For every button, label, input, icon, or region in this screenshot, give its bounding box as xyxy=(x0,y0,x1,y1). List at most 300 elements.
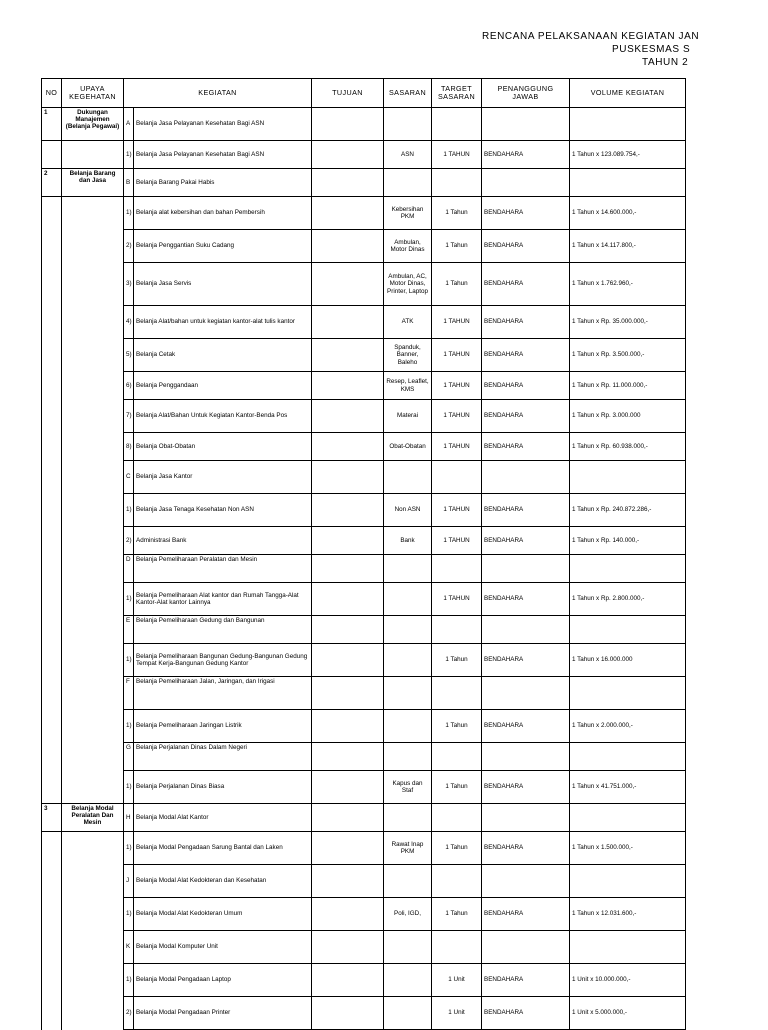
kegiatan-cell: Belanja Cetak xyxy=(134,339,312,372)
target-cell xyxy=(432,555,482,583)
document-year: TAHUN 2 xyxy=(642,57,689,68)
kegiatan-cell: Belanja Pemeliharaan Jaringan Listrik xyxy=(134,710,312,743)
penanggung-jawab-cell: BENDAHARA xyxy=(482,832,570,865)
upaya-cell xyxy=(62,743,124,771)
sasaran-cell xyxy=(384,616,432,644)
sasaran-cell xyxy=(384,583,432,616)
no-cell xyxy=(42,677,62,710)
target-cell: 1 Tahun xyxy=(432,644,482,677)
penanggung-jawab-cell xyxy=(482,804,570,832)
sasaran-cell: ASN xyxy=(384,141,432,169)
item-marker: 1) xyxy=(124,644,134,677)
penanggung-jawab-cell xyxy=(482,169,570,197)
table-row-subitem xyxy=(42,964,686,997)
tujuan-cell xyxy=(312,169,384,197)
kegiatan-cell: Belanja Modal Alat Kedokteran dan Kesehatan xyxy=(134,865,312,898)
volume-cell xyxy=(570,169,686,197)
penanggung-jawab-cell: BENDAHARA xyxy=(482,433,570,461)
target-cell xyxy=(432,108,482,141)
no-cell xyxy=(42,527,62,555)
penanggung-jawab-cell xyxy=(482,616,570,644)
table-row-group xyxy=(42,108,686,141)
target-cell: 1 TAHUN xyxy=(432,372,482,400)
tujuan-cell xyxy=(312,108,384,141)
tujuan-cell xyxy=(312,898,384,931)
no-cell xyxy=(42,306,62,339)
upaya-cell xyxy=(62,141,124,169)
item-marker: C xyxy=(124,461,134,494)
table-row-subitem xyxy=(42,372,686,400)
no-cell: 3 xyxy=(42,804,62,832)
sasaran-cell: Kapus dan Staf xyxy=(384,771,432,804)
upaya-cell xyxy=(62,527,124,555)
no-cell xyxy=(42,555,62,583)
upaya-cell xyxy=(62,494,124,527)
tujuan-cell xyxy=(312,230,384,263)
item-marker: 1) xyxy=(124,964,134,997)
no-cell xyxy=(42,931,62,964)
upaya-cell: Belanja Barang dan Jasa xyxy=(62,169,124,197)
tujuan-cell xyxy=(312,644,384,677)
volume-cell: 1 Tahun x Rp. 3.500.000,- xyxy=(570,339,686,372)
table-row-subitem xyxy=(42,644,686,677)
tujuan-cell xyxy=(312,771,384,804)
tujuan-cell xyxy=(312,677,384,710)
penanggung-jawab-cell: BENDAHARA xyxy=(482,771,570,804)
sasaran-cell: Ambulan, AC, Motor Dinas, Printer, Laptop xyxy=(384,263,432,306)
table-row-group xyxy=(42,555,686,583)
volume-cell xyxy=(570,865,686,898)
no-cell xyxy=(42,494,62,527)
no-cell xyxy=(42,644,62,677)
volume-cell xyxy=(570,931,686,964)
target-cell: 1 Tahun xyxy=(432,230,482,263)
volume-cell: 1 Tahun x 14.117.800,- xyxy=(570,230,686,263)
table-row-subitem xyxy=(42,197,686,230)
penanggung-jawab-cell: BENDAHARA xyxy=(482,583,570,616)
upaya-cell xyxy=(62,230,124,263)
upaya-cell xyxy=(62,339,124,372)
volume-cell: 1 Tahun x 14.600.000,- xyxy=(570,197,686,230)
table-row-subitem xyxy=(42,400,686,433)
kegiatan-cell: Belanja Jasa Pelayanan Kesehatan Bagi ASN xyxy=(134,141,312,169)
kegiatan-cell: Belanja Pemeliharaan Jalan, Jaringan, dan Irigasi xyxy=(134,677,312,710)
kegiatan-cell: Belanja Jasa Tenaga Kesehatan Non ASN xyxy=(134,494,312,527)
volume-cell xyxy=(570,461,686,494)
tujuan-cell xyxy=(312,527,384,555)
item-marker: B xyxy=(124,169,134,197)
upaya-cell xyxy=(62,832,124,865)
document-title: RENCANA PELAKSANAAN KEGIATAN JAN xyxy=(482,31,700,42)
col-header-no: NO xyxy=(42,79,62,108)
penanggung-jawab-cell xyxy=(482,461,570,494)
kegiatan-cell: Belanja Obat-Obatan xyxy=(134,433,312,461)
no-cell xyxy=(42,372,62,400)
table-row-subitem xyxy=(42,527,686,555)
table-row-group xyxy=(42,677,686,710)
upaya-cell xyxy=(62,433,124,461)
tujuan-cell xyxy=(312,372,384,400)
document-subtitle: PUSKESMAS S xyxy=(612,44,691,55)
item-marker: G xyxy=(124,743,134,771)
tujuan-cell xyxy=(312,743,384,771)
penanggung-jawab-cell xyxy=(482,677,570,710)
target-cell xyxy=(432,865,482,898)
table-row-subitem xyxy=(42,710,686,743)
penanggung-jawab-cell: BENDAHARA xyxy=(482,263,570,306)
volume-cell: 1 Tahun x Rp. 3.000.000 xyxy=(570,400,686,433)
penanggung-jawab-cell xyxy=(482,743,570,771)
no-cell xyxy=(42,771,62,804)
item-marker: 8) xyxy=(124,433,134,461)
col-header-volume: VOLUME KEGIATAN xyxy=(570,79,686,108)
sasaran-cell: ATK xyxy=(384,306,432,339)
no-cell: 2 xyxy=(42,169,62,197)
sasaran-cell xyxy=(384,108,432,141)
penanggung-jawab-cell: BENDAHARA xyxy=(482,997,570,1030)
upaya-cell xyxy=(62,931,124,964)
sasaran-cell xyxy=(384,997,432,1030)
no-cell xyxy=(42,616,62,644)
item-marker: 7) xyxy=(124,400,134,433)
upaya-cell xyxy=(62,964,124,997)
penanggung-jawab-cell xyxy=(482,865,570,898)
target-cell: 1 TAHUN xyxy=(432,583,482,616)
kegiatan-cell: Belanja Perjalanan Dinas Biasa xyxy=(134,771,312,804)
table-row-subitem xyxy=(42,832,686,865)
no-cell xyxy=(42,583,62,616)
penanggung-jawab-cell: BENDAHARA xyxy=(482,339,570,372)
upaya-cell xyxy=(62,710,124,743)
kegiatan-cell: Belanja Jasa Kantor xyxy=(134,461,312,494)
upaya-cell xyxy=(62,372,124,400)
upaya-cell xyxy=(62,461,124,494)
table-row-subitem xyxy=(42,898,686,931)
sasaran-cell xyxy=(384,644,432,677)
upaya-cell xyxy=(62,644,124,677)
target-cell: 1 TAHUN xyxy=(432,306,482,339)
tujuan-cell xyxy=(312,197,384,230)
no-cell xyxy=(42,964,62,997)
target-cell xyxy=(432,804,482,832)
volume-cell: 1 Tahun x 16.000.000 xyxy=(570,644,686,677)
volume-cell xyxy=(570,616,686,644)
item-marker: H xyxy=(124,804,134,832)
upaya-cell xyxy=(62,677,124,710)
volume-cell: 1 Tahun x 1.762.960,- xyxy=(570,263,686,306)
sasaran-cell: Resep, Leaflet, KMS xyxy=(384,372,432,400)
table-row-group xyxy=(42,169,686,197)
item-marker: 2) xyxy=(124,230,134,263)
no-cell xyxy=(42,710,62,743)
item-marker: D xyxy=(124,555,134,583)
item-marker: 1) xyxy=(124,494,134,527)
penanggung-jawab-cell: BENDAHARA xyxy=(482,898,570,931)
sasaran-cell: Ambulan, Motor Dinas xyxy=(384,230,432,263)
penanggung-jawab-cell: BENDAHARA xyxy=(482,964,570,997)
upaya-cell xyxy=(62,583,124,616)
no-cell: 1 xyxy=(42,108,62,141)
kegiatan-cell: Belanja Pemeliharaan Bangunan Gedung-Bangunan Gedung Tempat Kerja-Bangunan Gedung Kantor xyxy=(134,644,312,677)
table-row-subitem xyxy=(42,997,686,1030)
target-cell xyxy=(432,743,482,771)
tujuan-cell xyxy=(312,964,384,997)
no-cell xyxy=(42,433,62,461)
kegiatan-cell: Belanja Pemeliharaan Peralatan dan Mesin xyxy=(134,555,312,583)
target-cell: 1 Unit xyxy=(432,997,482,1030)
sasaran-cell: Non ASN xyxy=(384,494,432,527)
table-row-subitem xyxy=(42,230,686,263)
volume-cell: 1 Tahun x 41.751.000,- xyxy=(570,771,686,804)
col-header-sasaran: SASARAN xyxy=(384,79,432,108)
upaya-cell xyxy=(62,616,124,644)
penanggung-jawab-cell: BENDAHARA xyxy=(482,306,570,339)
kegiatan-cell: Belanja Perjalanan Dinas Dalam Negeri xyxy=(134,743,312,771)
no-cell xyxy=(42,141,62,169)
volume-cell: 1 Tahun x 1.500.000,- xyxy=(570,832,686,865)
no-cell xyxy=(42,263,62,306)
no-cell xyxy=(42,898,62,931)
sasaran-cell: Obat-Obatan xyxy=(384,433,432,461)
tujuan-cell xyxy=(312,832,384,865)
volume-cell xyxy=(570,743,686,771)
kegiatan-cell: Belanja Modal Komputer Unit xyxy=(134,931,312,964)
volume-cell: 1 Tahun x Rp. 11.000.000,- xyxy=(570,372,686,400)
sasaran-cell xyxy=(384,931,432,964)
penanggung-jawab-cell: BENDAHARA xyxy=(482,400,570,433)
kegiatan-cell: Belanja Modal Pengadaan Laptop xyxy=(134,964,312,997)
volume-cell xyxy=(570,677,686,710)
no-cell xyxy=(42,461,62,494)
item-marker: 1) xyxy=(124,197,134,230)
table-row-group xyxy=(42,804,686,832)
no-cell xyxy=(42,743,62,771)
table-row-group xyxy=(42,616,686,644)
tujuan-cell xyxy=(312,461,384,494)
table-header-row xyxy=(42,79,686,108)
col-header-tujuan: TUJUAN xyxy=(312,79,384,108)
table-row-group xyxy=(42,461,686,494)
kegiatan-cell: Belanja Modal Alat Kedokteran Umum xyxy=(134,898,312,931)
target-cell xyxy=(432,931,482,964)
kegiatan-cell: Belanja Penggandaan xyxy=(134,372,312,400)
target-cell: 1 Tahun xyxy=(432,197,482,230)
sasaran-cell xyxy=(384,169,432,197)
item-marker: 1) xyxy=(124,832,134,865)
table-row-group xyxy=(42,743,686,771)
table-row-subitem xyxy=(42,583,686,616)
volume-cell xyxy=(570,108,686,141)
kegiatan-cell: Belanja Jasa Servis xyxy=(134,263,312,306)
penanggung-jawab-cell: BENDAHARA xyxy=(482,527,570,555)
tujuan-cell xyxy=(312,433,384,461)
target-cell: 1 TAHUN xyxy=(432,339,482,372)
sasaran-cell xyxy=(384,804,432,832)
sasaran-cell: Rawat Inap PKM xyxy=(384,832,432,865)
sasaran-cell xyxy=(384,865,432,898)
sasaran-cell: Kebersihan PKM xyxy=(384,197,432,230)
no-cell xyxy=(42,400,62,433)
volume-cell: 1 Unit x 10.000.000,- xyxy=(570,964,686,997)
kegiatan-cell: Belanja Modal Pengadaan Sarung Bantal dan Laken xyxy=(134,832,312,865)
target-cell: 1 Tahun xyxy=(432,710,482,743)
col-header-upaya: UPAYA KEGEHATAN xyxy=(62,79,124,108)
upaya-cell: Belanja Modal Peralatan Dan Mesin xyxy=(62,804,124,832)
item-marker: F xyxy=(124,677,134,710)
upaya-cell xyxy=(62,898,124,931)
sasaran-cell xyxy=(384,710,432,743)
kegiatan-cell: Administrasi Bank xyxy=(134,527,312,555)
item-marker: K xyxy=(124,931,134,964)
tujuan-cell xyxy=(312,710,384,743)
target-cell: 1 TAHUN xyxy=(432,433,482,461)
item-marker: 5) xyxy=(124,339,134,372)
target-cell: 1 TAHUN xyxy=(432,494,482,527)
item-marker: A xyxy=(124,108,134,141)
penanggung-jawab-cell xyxy=(482,555,570,583)
penanggung-jawab-cell xyxy=(482,108,570,141)
item-marker: J xyxy=(124,865,134,898)
item-marker: 4) xyxy=(124,306,134,339)
kegiatan-cell: Belanja Alat/bahan untuk kegiatan kantor-alat tulis kantor xyxy=(134,306,312,339)
item-marker: 1) xyxy=(124,141,134,169)
col-header-target: TARGET SASARAN xyxy=(432,79,482,108)
target-cell: 1 Unit xyxy=(432,964,482,997)
upaya-cell xyxy=(62,771,124,804)
tujuan-cell xyxy=(312,865,384,898)
kegiatan-cell: Belanja Pemeliharaan Gedung dan Bangunan xyxy=(134,616,312,644)
kegiatan-cell: Belanja Alat/Bahan Untuk Kegiatan Kantor-Benda Pos xyxy=(134,400,312,433)
tujuan-cell xyxy=(312,616,384,644)
table-row-subitem xyxy=(42,433,686,461)
table-row-group xyxy=(42,865,686,898)
col-header-penanggung-jawab: PENANGGUNG JAWAB xyxy=(482,79,570,108)
volume-cell: 1 Tahun x Rp. 60.938.000,- xyxy=(570,433,686,461)
penanggung-jawab-cell: BENDAHARA xyxy=(482,494,570,527)
volume-cell: 1 Tahun x 2.000.000,- xyxy=(570,710,686,743)
sasaran-cell: Bank xyxy=(384,527,432,555)
target-cell: 1 TAHUN xyxy=(432,141,482,169)
tujuan-cell xyxy=(312,997,384,1030)
tujuan-cell xyxy=(312,306,384,339)
item-marker: 2) xyxy=(124,527,134,555)
volume-cell: 1 Tahun x Rp. 2.800.000,- xyxy=(570,583,686,616)
table-row-subitem xyxy=(42,306,686,339)
kegiatan-cell: Belanja Modal Pengadaan Printer xyxy=(134,997,312,1030)
volume-cell: 1 Tahun x Rp. 35.000.000,- xyxy=(570,306,686,339)
volume-cell xyxy=(570,555,686,583)
upaya-cell xyxy=(62,306,124,339)
volume-cell: 1 Tahun x Rp. 140.000,- xyxy=(570,527,686,555)
upaya-cell: Dukungan Manajemen (Belanja Pegawai) xyxy=(62,108,124,141)
activity-plan-table xyxy=(41,78,686,1030)
penanggung-jawab-cell: BENDAHARA xyxy=(482,710,570,743)
kegiatan-cell: Belanja Barang Pakai Habis xyxy=(134,169,312,197)
target-cell xyxy=(432,169,482,197)
kegiatan-cell: Belanja alat kebersihan dan bahan Pembersih xyxy=(134,197,312,230)
tujuan-cell xyxy=(312,804,384,832)
tujuan-cell xyxy=(312,555,384,583)
upaya-cell xyxy=(62,555,124,583)
item-marker: 2) xyxy=(124,997,134,1030)
target-cell: 1 TAHUN xyxy=(432,527,482,555)
item-marker: 1) xyxy=(124,583,134,616)
target-cell: 1 Tahun xyxy=(432,263,482,306)
volume-cell: 1 Tahun x 123.089.754,- xyxy=(570,141,686,169)
sasaran-cell xyxy=(384,677,432,710)
tujuan-cell xyxy=(312,400,384,433)
penanggung-jawab-cell: BENDAHARA xyxy=(482,644,570,677)
sasaran-cell: Poli, IGD, xyxy=(384,898,432,931)
table-row-subitem xyxy=(42,339,686,372)
item-marker: 1) xyxy=(124,898,134,931)
no-cell xyxy=(42,339,62,372)
target-cell: 1 TAHUN xyxy=(432,400,482,433)
tujuan-cell xyxy=(312,141,384,169)
volume-cell xyxy=(570,804,686,832)
kegiatan-cell: Belanja Penggantian Suku Cadang xyxy=(134,230,312,263)
kegiatan-cell: Belanja Jasa Pelayanan Kesehatan Bagi ASN xyxy=(134,108,312,141)
target-cell: 1 Tahun xyxy=(432,898,482,931)
penanggung-jawab-cell: BENDAHARA xyxy=(482,197,570,230)
volume-cell: 1 Unit x 5.000.000,- xyxy=(570,997,686,1030)
no-cell xyxy=(42,997,62,1030)
target-cell xyxy=(432,616,482,644)
target-cell: 1 Tahun xyxy=(432,771,482,804)
upaya-cell xyxy=(62,865,124,898)
tujuan-cell xyxy=(312,583,384,616)
upaya-cell xyxy=(62,400,124,433)
sasaran-cell: Materai xyxy=(384,400,432,433)
sasaran-cell: Spanduk, Banner, Baleho xyxy=(384,339,432,372)
volume-cell: 1 Tahun x 12.031.600,- xyxy=(570,898,686,931)
target-cell xyxy=(432,461,482,494)
table-row-group xyxy=(42,931,686,964)
tujuan-cell xyxy=(312,931,384,964)
col-header-kegiatan: KEGIATAN xyxy=(124,79,312,108)
table-row-subitem xyxy=(42,141,686,169)
penanggung-jawab-cell: BENDAHARA xyxy=(482,372,570,400)
item-marker: 6) xyxy=(124,372,134,400)
target-cell xyxy=(432,677,482,710)
penanggung-jawab-cell: BENDAHARA xyxy=(482,230,570,263)
upaya-cell xyxy=(62,197,124,230)
item-marker: 1) xyxy=(124,771,134,804)
tujuan-cell xyxy=(312,494,384,527)
sasaran-cell xyxy=(384,964,432,997)
volume-cell: 1 Tahun x Rp. 240.872.286,- xyxy=(570,494,686,527)
no-cell xyxy=(42,197,62,230)
tujuan-cell xyxy=(312,339,384,372)
target-cell: 1 Tahun xyxy=(432,832,482,865)
table-row-subitem xyxy=(42,771,686,804)
no-cell xyxy=(42,832,62,865)
no-cell xyxy=(42,230,62,263)
sasaran-cell xyxy=(384,743,432,771)
sasaran-cell xyxy=(384,461,432,494)
table-row-subitem xyxy=(42,494,686,527)
item-marker: 3) xyxy=(124,263,134,306)
tujuan-cell xyxy=(312,263,384,306)
kegiatan-cell: Belanja Modal Alat Kantor xyxy=(134,804,312,832)
sasaran-cell xyxy=(384,555,432,583)
penanggung-jawab-cell xyxy=(482,931,570,964)
no-cell xyxy=(42,865,62,898)
item-marker: 1) xyxy=(124,710,134,743)
kegiatan-cell: Belanja Pemeliharaan Alat kantor dan Rumah Tangga-Alat Kantor-Alat kantor Lainnya xyxy=(134,583,312,616)
penanggung-jawab-cell: BENDAHARA xyxy=(482,141,570,169)
upaya-cell xyxy=(62,997,124,1030)
